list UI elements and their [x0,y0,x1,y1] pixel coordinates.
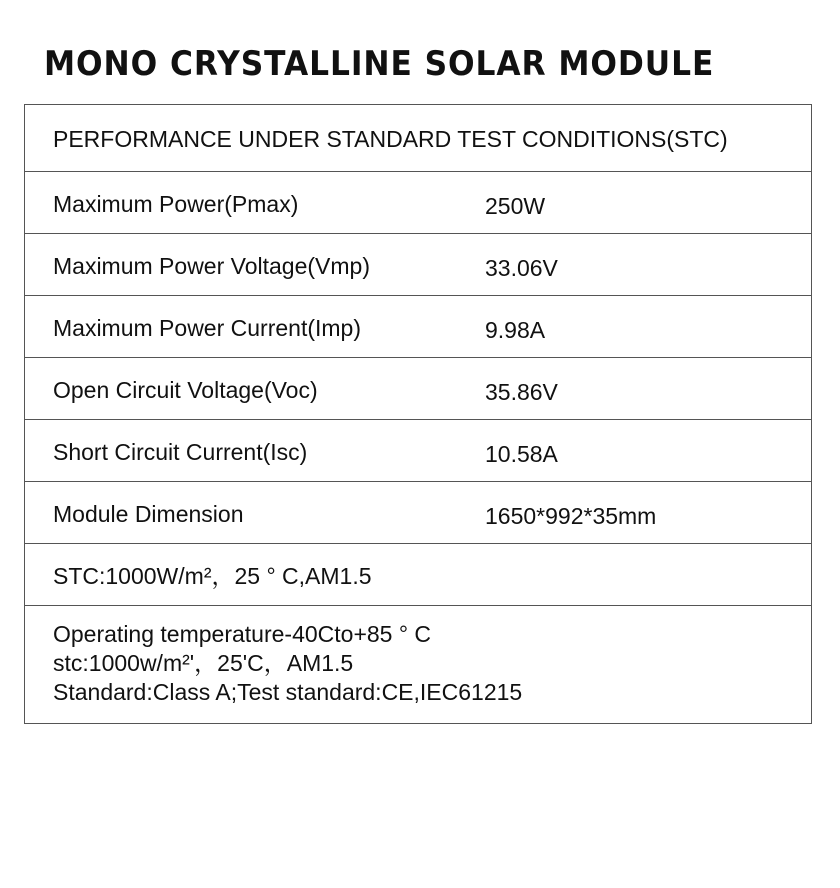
footer-line-standard: Standard:Class A;Test standard:CE,IEC61215 [53,679,523,705]
row-label: Maximum Power Voltage(Vmp) [53,253,370,279]
row-label: Short Circuit Current(Isc) [53,439,308,465]
table-row-max-power-voltage [25,234,811,296]
row-value: 35.86V [485,379,558,405]
spec-table [24,104,812,724]
row-value: 1650*992*35mm [485,503,657,529]
table-row-stc-note [25,544,811,606]
footer-line-stc: stc:1000w/m²'，25'C，AM1.5 [53,650,354,676]
row-value: 9.98A [485,317,546,343]
row-value: 33.06V [485,255,558,281]
footer-notes [53,620,522,707]
page-title: MONO CRYSTALLINE SOLAR MODULE [44,44,715,84]
table-row-max-power-current [25,296,811,358]
row-value: 250W [485,193,546,219]
row-label: Open Circuit Voltage(Voc) [53,377,318,403]
row-label: Module Dimension [53,501,244,527]
footer-line-operating-temperature: Operating temperature-40Cto+85 ° C [53,621,432,647]
table-row-max-power [25,172,811,234]
table-row-module-dimension [25,482,811,544]
table-header: PERFORMANCE UNDER STANDARD TEST CONDITIONS(STC) [53,126,728,152]
stc-note: STC:1000W/m²，25 ° C,AM1.5 [53,563,372,589]
row-label: Maximum Power Current(Imp) [53,315,361,341]
table-row-open-circuit-voltage [25,358,811,420]
table-row-footer [25,606,811,723]
table-header-row [25,105,811,172]
row-value: 10.58A [485,441,558,467]
row-label: Maximum Power(Pmax) [53,191,299,217]
table-row-short-circuit-current [25,420,811,482]
